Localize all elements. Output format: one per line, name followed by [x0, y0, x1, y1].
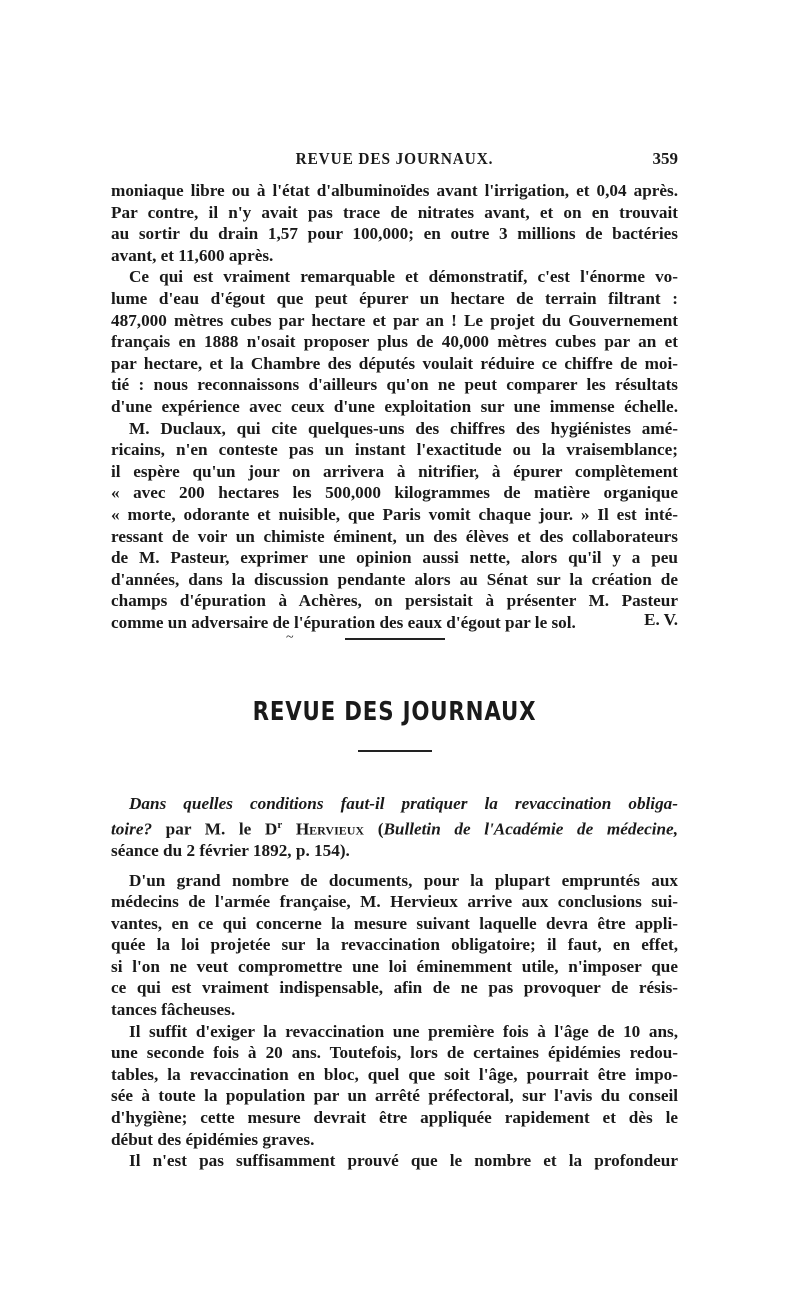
- article-title-end: toire?: [111, 819, 153, 839]
- text-line: début des épidémies graves.: [111, 1129, 315, 1149]
- text-line: d'hygiène; cette mesure devrait être appliquée rapidement et dès le: [111, 1108, 678, 1128]
- text-line: au sortir du drain 1,57 pour 100,000; en outre 3 millions de bactéries: [111, 224, 678, 244]
- byline-prefix: par M. le D: [152, 819, 278, 839]
- source-title: Bulletin de l'Académie de médecine,: [383, 819, 678, 839]
- text-line: ricains, n'en conteste pas un instant l'exactitude ou la vraisemblance;: [111, 440, 678, 460]
- text-line: d'une expérience avec ceux d'une exploitation sur une immense échelle.: [111, 396, 678, 416]
- text-line: Par contre, il n'y avait pas trace de nitrates avant, et on en trouvait: [111, 202, 678, 222]
- text-line: quée la loi projetée sur la revaccination obligatoire; il faut, en effet,: [111, 935, 678, 955]
- page-number: 359: [652, 149, 678, 168]
- source-open: (: [364, 819, 384, 839]
- text-line: ressant de voir un chimiste éminent, un des élèves et des collaborateurs: [111, 526, 678, 546]
- article-heading: [111, 793, 678, 862]
- source-details: séance du 2 février 1892, p. 154).: [111, 840, 350, 860]
- paragraph: [111, 870, 678, 1021]
- text-line: une seconde fois à 20 ans. Toutefois, lors de certaines épidémies redou-: [111, 1043, 678, 1063]
- author-signature: E. V.: [644, 610, 678, 629]
- text-line: médecins de l'armée française, M. Hervieux arrive aux conclusions sui-: [111, 892, 678, 912]
- separator-rule: [345, 638, 445, 640]
- running-head-title: REVUE DES JOURNAUX.: [295, 149, 494, 168]
- text-line: M. Duclaux, qui cite quelques-uns des chiffres des hygiénistes amé-: [129, 418, 678, 438]
- text-line: Ce qui est vraiment remarquable et démonstratif, c'est l'énorme vo-: [129, 267, 678, 287]
- text-line: si l'on ne veut compromettre une loi éminemment utile, n'imposer que: [111, 956, 678, 976]
- text-line: champs d'épuration à Achères, on persistait à présenter M. Pasteur: [111, 591, 678, 611]
- text-line: comme un adversaire de l'épuration des eaux d'égout par le sol.: [111, 612, 576, 632]
- text-line: vantes, en ce qui concerne la mesure suivant laquelle devra être appli-: [111, 913, 678, 933]
- text-line: d'années, dans la discussion pendante alors au Sénat sur la création de: [111, 569, 678, 589]
- text-line: 487,000 mètres cubes par hectare et par an ! Le projet du Gouvernement: [111, 310, 678, 330]
- text-line: « avec 200 hectares les 500,000 kilogrammes de matière organique: [111, 483, 678, 503]
- text-line: Il suffit d'exiger la revaccination une première fois à l'âge de 10 ans,: [129, 1021, 678, 1041]
- text-line: tables, la revaccination en bloc, quel que soit l'âge, pourrait être impo-: [111, 1064, 678, 1084]
- text-line: de M. Pasteur, exprimer une opinion aussi nette, alors qu'il y a peu: [111, 548, 678, 568]
- paragraph: [111, 1150, 678, 1172]
- previous-article-text: [111, 180, 678, 633]
- text-line: tances fâcheuses.: [111, 1000, 236, 1020]
- paragraph: [111, 266, 678, 417]
- paragraph: [111, 1021, 678, 1151]
- separator-rule: [358, 750, 432, 752]
- article-title-line: Dans quelles conditions faut-il pratiquer la revaccination obliga-: [129, 794, 678, 813]
- text-line: lume d'eau d'égout que peut épurer un hectare de terrain filtrant :: [111, 288, 678, 308]
- author-name: Hervieux: [295, 819, 365, 839]
- text-line: français en 1888 n'osait proposer plus de 40,000 mètres cubes par an et: [111, 332, 678, 352]
- text-line: D'un grand nombre de documents, pour la plupart empruntés aux: [129, 870, 678, 890]
- text-line: ce qui est vraiment indispensable, afin de ne pas provoquer de résis-: [111, 978, 678, 998]
- paragraph: [111, 418, 678, 634]
- text-line: Il n'est pas suffisamment prouvé que le nombre et la profondeur: [129, 1151, 678, 1171]
- article-byline: [111, 815, 678, 840]
- text-line: il espère qu'un jour on arrivera à nitrifier, à épurer complètement: [111, 461, 678, 481]
- running-head: [111, 149, 678, 171]
- text-line: « morte, odorante et nuisible, que Paris vomit chaque jour. » Il est inté-: [111, 504, 678, 524]
- text-line: moniaque libre ou à l'état d'albuminoïdes avant l'irrigation, et 0,04 après.: [111, 181, 678, 200]
- ornament-mark: ~: [286, 630, 294, 645]
- doctor-superscript: r: [277, 818, 283, 831]
- text-line: avant, et 11,600 après.: [111, 245, 274, 265]
- text-line: sée à toute la population par un arrêté préfectoral, sur l'avis du conseil: [111, 1086, 678, 1106]
- article-text: [111, 793, 678, 1172]
- paragraph: [111, 180, 678, 266]
- text-line: tié : nous reconnaissons d'ailleurs qu'on ne peut comparer les résultats: [111, 375, 678, 395]
- text-line: par hectare, et la Chambre des députés voulait réduire ce chiffre de moi-: [111, 353, 678, 373]
- section-title: REVUE DES JOURNAUX: [252, 697, 537, 727]
